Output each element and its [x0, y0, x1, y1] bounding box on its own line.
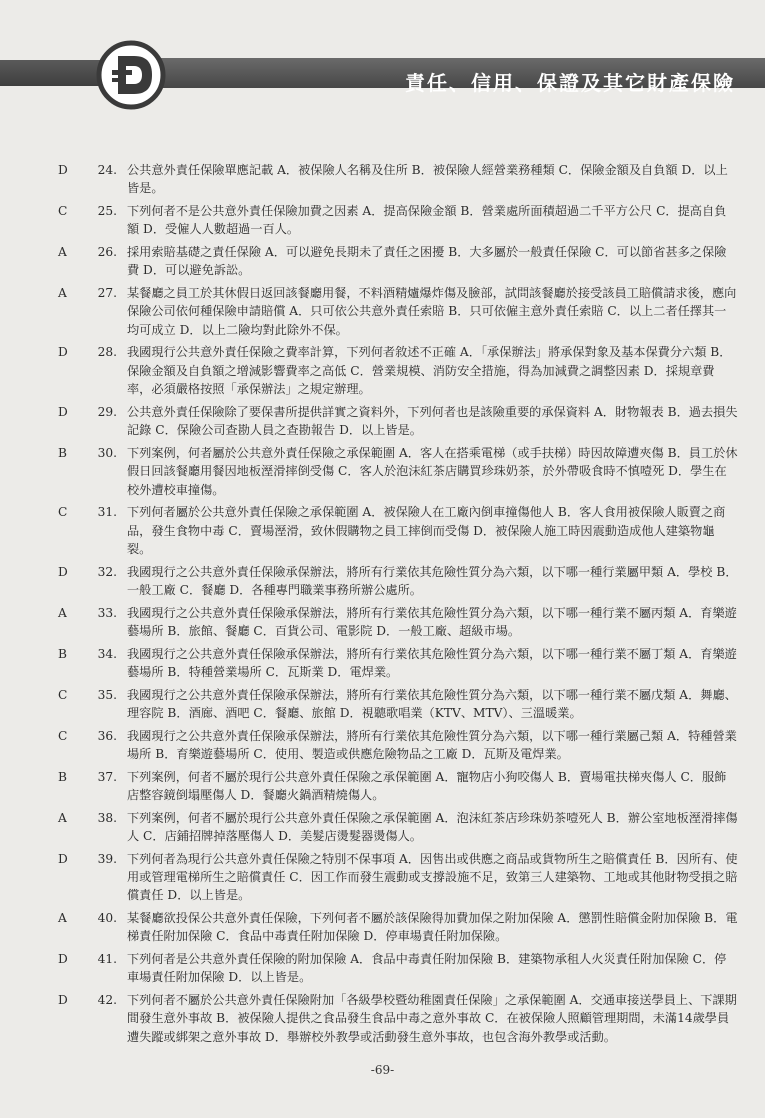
- question-number: 37.: [97, 769, 117, 784]
- answer-key: C: [58, 728, 68, 743]
- question-text: 我國現行之公共意外責任保險承保辦法，將所有行業依其危險性質分為六類，以下哪一種行業屬己類 A．特種營業場所 B．育樂遊藝場所 C．使用、製造或供應危險物品之工廠 D．瓦斯及電焊業。: [127, 728, 737, 762]
- answer-key: D: [58, 952, 68, 967]
- question-number: 36.: [97, 728, 117, 743]
- question-number: 30.: [97, 445, 117, 460]
- question-text: 公共意外責任保險除了要保書所提供詳實之資料外，下列何者也是該險重要的承保資料 A．財物報表 B．過去損失記錄 C．保險公司查勘人員之查勘報告 D．以上皆是。: [127, 404, 738, 438]
- question-text: 採用索賠基礎之責任保險 A．可以避免長期未了責任之困擾 B．大多屬於一般責任保險 C．可以節省甚多之保險費 D．可以避免訴訟。: [127, 245, 727, 278]
- question-item: [58, 686, 738, 723]
- question-item: [58, 909, 738, 946]
- question-number: 38.: [97, 810, 117, 825]
- header-bar-left: [0, 60, 105, 86]
- question-text: 下列何者不是公共意外責任保險加費之因素 A．提高保險金額 B．營業處所面積超過二千平方公尺 C．提高自負額 D．受僱人人數超過一百人。: [127, 204, 727, 237]
- question-text: 下列何者不屬於公共意外責任保險附加「各級學校暨幼稚園責任保險」之承保範圍 A．交通車接送學員上、下課期間發生意外事故 B．被保險人提供之食品發生食品中毒之意外事故 C．在被保險人照顧管理期間，未滿14歲學員遭失蹤或綁架之意外事故 D．舉辦校外教學或活動發生意外事故，也包含海外教學或活動。: [127, 993, 737, 1044]
- question-list: [58, 161, 738, 1050]
- question-text: 公共意外責任保險單應記載 A．被保險人名稱及住所 B．被保險人經營業務種類 C．保險金額及自負額 D．以上皆是。: [127, 163, 728, 196]
- question-item: [58, 563, 738, 600]
- answer-key: D: [58, 564, 68, 579]
- question-text: 我國現行之公共意外責任保險承保辦法，將所有行業依其危險性質分為六類，以下哪一種行業不屬戊類 A．舞廳、理容院 B．酒廊、酒吧 C．餐廳、旅館 D．視聽歌唱業（KTV、MTV）、三溫暖業。: [127, 687, 737, 721]
- answer-key: B: [58, 445, 67, 460]
- answer-key: A: [58, 245, 67, 259]
- question-text: 我國現行之公共意外責任保險承保辦法，將所有行業依其危險性質分為六類，以下哪一種行業屬甲類 A．學校 B．一般工廠 C．餐廳 D．各種專門職業事務所辦公處所。: [127, 564, 738, 598]
- answer-key: D: [58, 404, 68, 419]
- question-item: [58, 243, 738, 280]
- question-text: 下列案例，何者屬於公共意外責任保險之承保範圍 A．客人在搭乘電梯（或手扶梯）時因故障遭夾傷 B．員工於休假日回該餐廳用餐因地板溼滑摔倒受傷 C．客人於泡沫紅茶店購買珍珠奶茶，於外帶吸食時不慎噎死 D．學生在校外遭校車撞傷。: [127, 445, 738, 497]
- question-item: [58, 444, 738, 499]
- question-number: 29.: [97, 404, 117, 419]
- question-number: 32.: [97, 564, 117, 579]
- question-number: 35.: [97, 687, 117, 702]
- question-number: 41.: [97, 952, 117, 967]
- question-text: 某餐廳之員工於其休假日返回該餐廳用餐，不料酒精爐爆炸傷及臉部，試問該餐廳於接受該員工賠償請求後，應向保險公司依何種保險申請賠償 A．只可依公共意外責任索賠 B．只可依僱主意外責任索賠 C．以上二者任擇其一均可成立 D．以上二險均對此除外不保。: [127, 286, 737, 337]
- chapter-title: 責任、信用、保證及其它財產保險: [405, 71, 735, 95]
- answer-key: B: [58, 769, 67, 784]
- question-number: 39.: [97, 851, 117, 866]
- question-item: [58, 503, 738, 558]
- question-item: [58, 161, 738, 198]
- question-number: 26.: [97, 245, 117, 259]
- question-number: 24.: [97, 163, 117, 177]
- answer-key: B: [58, 646, 67, 661]
- answer-key: A: [58, 605, 67, 620]
- chapter-logo-icon: [96, 40, 166, 110]
- question-item: [58, 604, 738, 641]
- question-item: [58, 284, 738, 339]
- question-text: 下列案例，何者不屬於現行公共意外責任保險之承保範圍 A．泡沫紅茶店珍珠奶茶噎死人 B．辦公室地板溼滑摔傷人 C．店鋪招牌掉落壓傷人 D．美髮店燙髮器燙傷人。: [127, 810, 738, 844]
- answer-key: D: [58, 163, 68, 177]
- answer-key: D: [58, 851, 68, 866]
- header-bar-right: [158, 58, 765, 95]
- question-item: [58, 403, 738, 440]
- question-number: 25.: [97, 204, 117, 218]
- answer-key: C: [58, 204, 68, 218]
- question-text: 下列何者屬於公共意外責任保險之承保範圍 A．被保險人在工廠內倒車撞傷他人 B．客人食用被保險人販賣之商品，發生食物中毒 C．賣場溼滑，致休假購物之員工摔倒而受傷 D．被保險人施工時因震動造成他人建築物龜裂。: [127, 505, 726, 557]
- question-item: [58, 850, 738, 905]
- answer-key: A: [58, 911, 67, 926]
- answer-key: A: [58, 810, 67, 825]
- page-number: -69-: [370, 1063, 395, 1077]
- question-number: 28.: [97, 345, 117, 360]
- question-number: 31.: [97, 505, 117, 520]
- answer-key: C: [58, 505, 68, 520]
- question-item: [58, 809, 738, 846]
- question-text: 下列何者為現行公共意外責任保險之特別不保事項 A．因售出或供應之商品或貨物所生之賠償責任 B．因所有、使用或管理電梯所生之賠償責任 C．因工作而發生震動或支撐設施不足，致第三人建築物、工地或其他財物受損之賠償責任 D．以上皆是。: [127, 851, 738, 903]
- question-item: [58, 343, 738, 398]
- answer-key: C: [58, 687, 68, 702]
- question-text: 下列案例，何者不屬於現行公共意外責任保險之承保範圍 A．寵物店小狗咬傷人 B．賣場電扶梯夾傷人 C．服飾店整容鏡倒塌壓傷人 D．餐廳火鍋酒精燒傷人。: [127, 769, 727, 803]
- question-number: 42.: [97, 993, 117, 1008]
- question-item: [58, 645, 738, 682]
- question-text: 下列何者是公共意外責任保險的附加保險 A．食品中毒責任附加保險 B．建築物承租人火災責任附加保險 C．停車場責任附加保險 D．以上皆是。: [127, 952, 727, 985]
- question-text: 我國現行之公共意外責任保險承保辦法，將所有行業依其危險性質分為六類，以下哪一種行業不屬丙類 A．育樂遊藝場所 B．旅館、餐廳 C．百貨公司、電影院 D．一般工廠、超級市場。: [127, 605, 737, 639]
- question-text: 某餐廳欲投保公共意外責任保險，下列何者不屬於該保險得加費加保之附加保險 A．懲罰性賠償金附加保險 B．電梯責任附加保險 C．食品中毒責任附加保險 D．停車場責任附加保險。: [127, 911, 738, 944]
- question-number: 40.: [97, 911, 117, 926]
- question-number: 33.: [97, 605, 117, 620]
- question-item: [58, 768, 738, 805]
- question-text: 我國現行公共意外責任保險之費率計算，下列何者敘述不正確 A．「承保辦法」將承保對象及基本保費分六類 B．保險金額及自負額之增減影響費率之高低 C．營業規模、消防安全措施，得為加減費之調整因素 D．採規章費率，必須嚴格按照「承保辦法」之規定辦理。: [127, 345, 732, 397]
- answer-key: D: [58, 993, 68, 1008]
- answer-key: D: [58, 345, 68, 360]
- question-item: [58, 991, 738, 1046]
- question-number: 34.: [97, 646, 117, 661]
- answer-key: A: [58, 286, 67, 300]
- question-number: 27.: [97, 286, 117, 300]
- question-text: 我國現行之公共意外責任保險承保辦法，將所有行業依其危險性質分為六類，以下哪一種行業不屬丁類 A．育樂遊藝場所 B．特種營業場所 C．瓦斯業 D．電焊業。: [127, 646, 737, 680]
- question-item: [58, 202, 738, 239]
- question-item: [58, 950, 738, 987]
- question-item: [58, 727, 738, 764]
